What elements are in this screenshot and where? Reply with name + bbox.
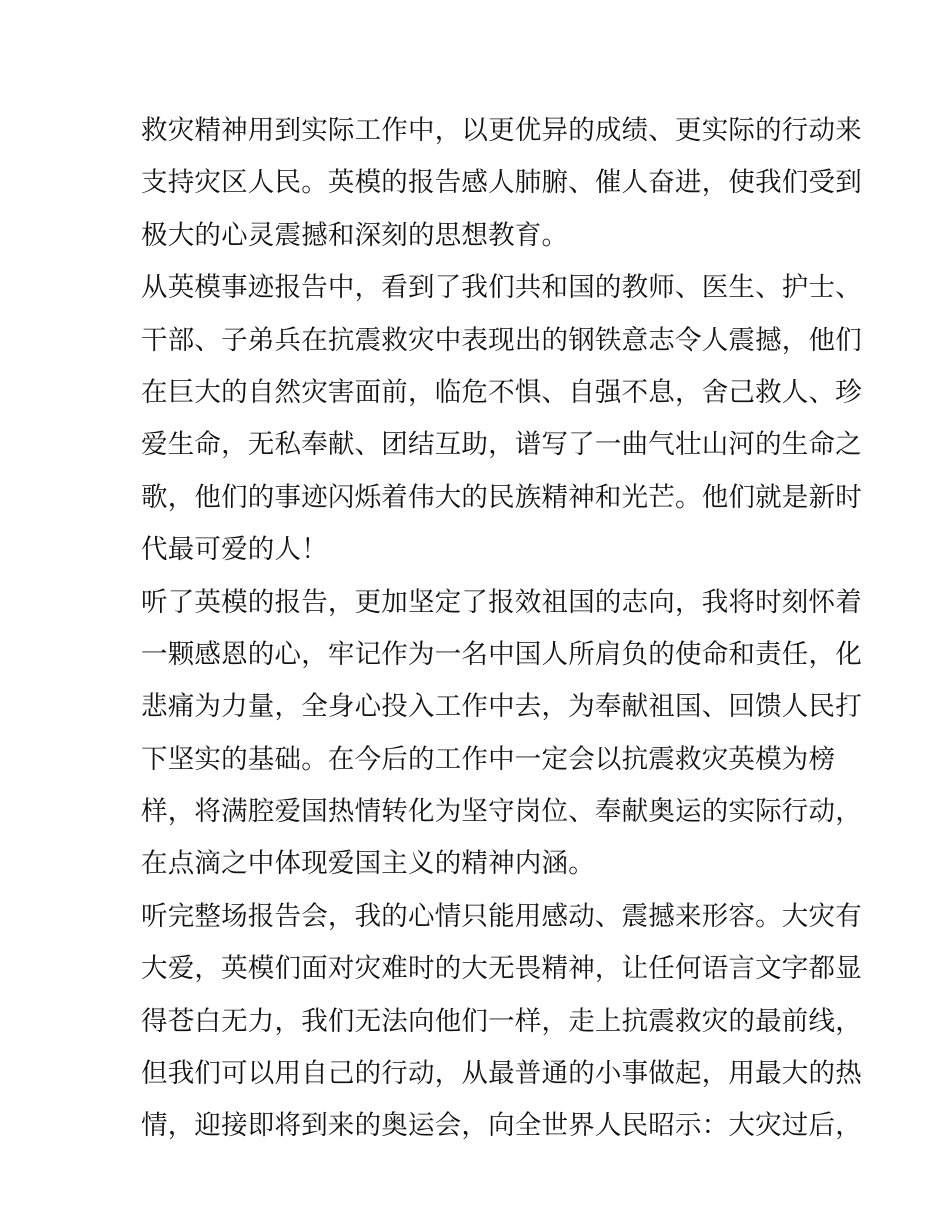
text-line: 在巨大的自然灾害面前，临危不惧、自强不息，舍己救人、珍: [141, 376, 862, 408]
text-line: 情，迎接即将到来的奥运会，向全世界人民昭示：大灾过后，: [141, 1110, 862, 1142]
text-line: 干部、子弟兵在抗震救灾中表现出的钢铁意志令人震撼，他们: [141, 324, 862, 356]
text-line: 大爱，英模们面对灾难时的大无畏精神，让任何语言文字都显: [141, 953, 862, 985]
text-line: 下坚实的基础。在今后的工作中一定会以抗震救灾英模为榜: [141, 743, 836, 775]
text-line: 从英模事迹报告中，看到了我们共和国的教师、医生、护士、: [141, 272, 862, 304]
text-line: 代最可爱的人！: [141, 534, 328, 566]
text-line: 支持灾区人民。英模的报告感人肺腑、催人奋进，使我们受到: [141, 167, 862, 199]
text-line: 爱生命，无私奉献、团结互助，谱写了一曲气壮山河的生命之: [141, 429, 862, 461]
text-line: 歌，他们的事迹闪烁着伟大的民族精神和光芒。他们就是新时: [141, 481, 862, 513]
text-line: 在点滴之中体现爱国主义的精神内涵。: [141, 848, 595, 880]
text-line: 但我们可以用自己的行动，从最普通的小事做起，用最大的热: [141, 1058, 862, 1090]
text-line: 听了英模的报告，更加坚定了报效祖国的志向，我将时刻怀着: [141, 586, 862, 618]
text-line: 样，将满腔爱国热情转化为坚守岗位、奉献奥运的实际行动，: [141, 796, 862, 828]
document-body: [141, 105, 862, 1153]
text-line: 悲痛为力量，全身心投入工作中去，为奉献祖国、回馈人民打: [141, 691, 862, 723]
text-line: 听完整场报告会，我的心情只能用感动、震撼来形容。大灾有: [141, 900, 862, 932]
text-line: 一颗感恩的心，牢记作为一名中国人所肩负的使命和责任，化: [141, 638, 862, 670]
text-line: 得苍白无力，我们无法向他们一样，走上抗震救灾的最前线，: [141, 1005, 862, 1037]
text-line: 极大的心灵震撼和深刻的思想教育。: [141, 219, 569, 251]
text-line: 救灾精神用到实际工作中，以更优异的成绩、更实际的行动来: [141, 115, 862, 146]
